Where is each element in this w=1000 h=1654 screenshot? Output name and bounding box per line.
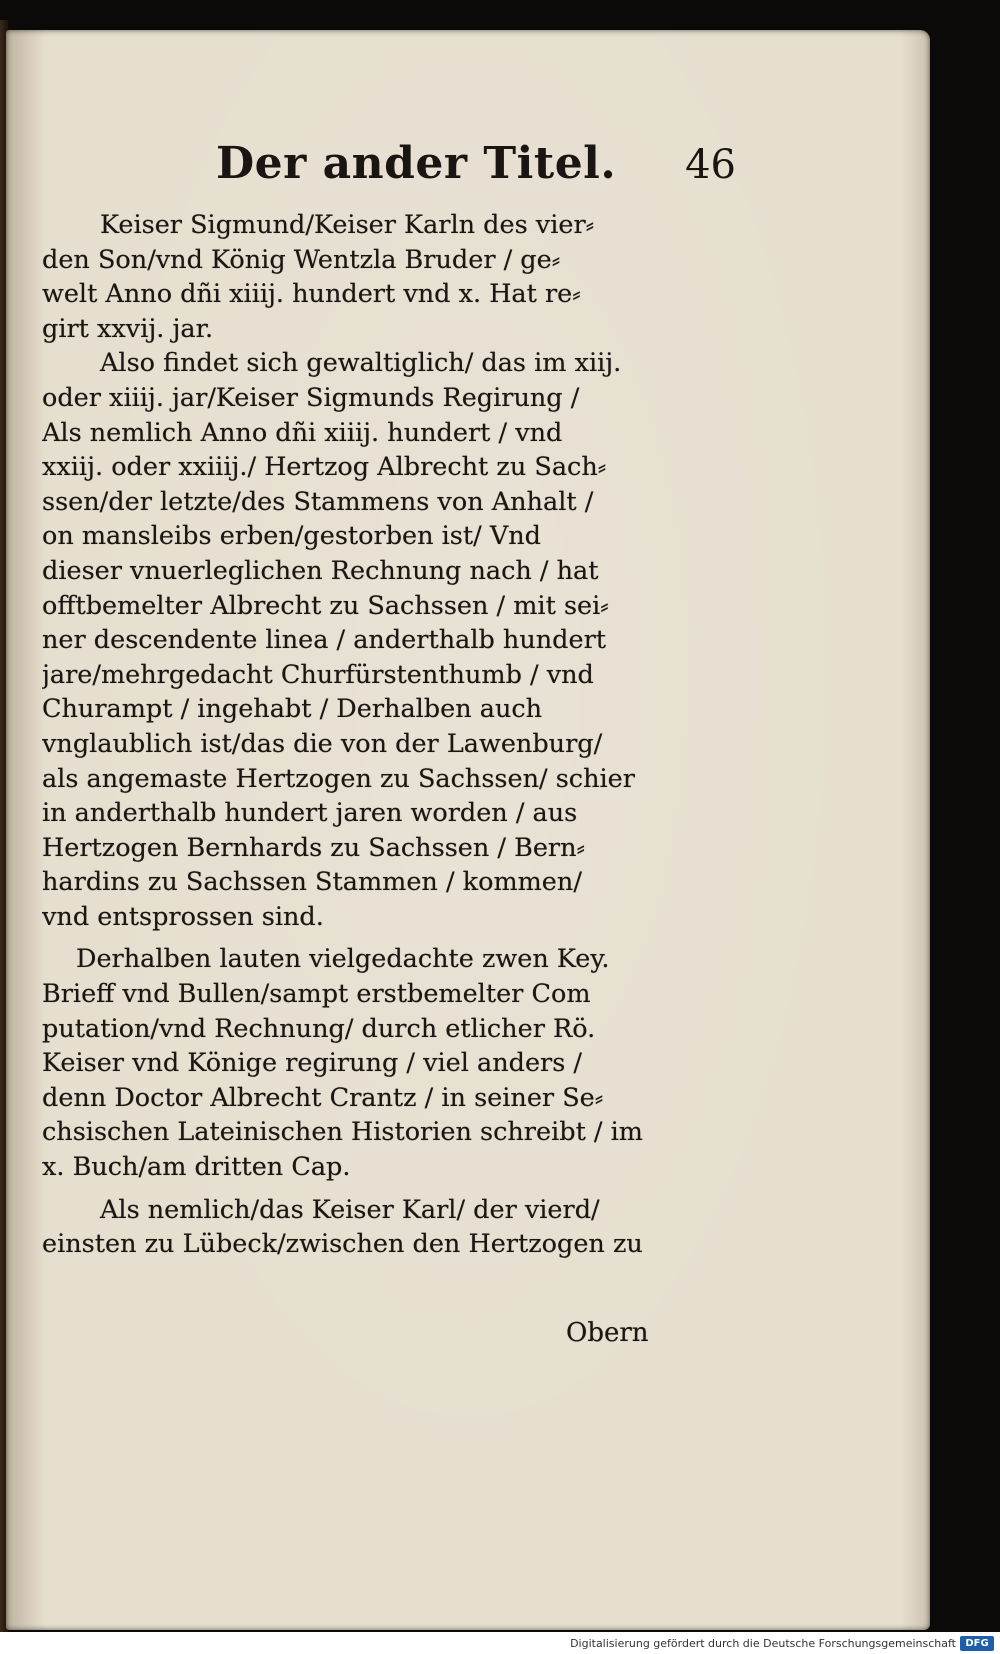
paragraph-gap (42, 934, 732, 942)
page-number: 46 (685, 142, 736, 188)
digitization-footer (0, 1632, 1000, 1654)
text-line: offtbemelter Albrecht zu Sachssen / mit sei⸗ (42, 590, 609, 621)
text-line: x. Buch/am dritten Cap. (42, 1152, 351, 1183)
catchword: Obern (566, 1318, 649, 1348)
text-line: welt Anno dñi xiiij. hundert vnd x. Hat re⸗ (42, 279, 581, 310)
paragraph-4 (42, 1193, 732, 1262)
text-line: on mansleibs erben/gestorben ist/ Vnd (42, 521, 541, 552)
running-title: Der ander Titel. (216, 138, 617, 189)
text-line: Churampt / ingehabt / Derhalben auch (42, 694, 543, 725)
text-line: denn Doctor Albrecht Crantz / in seiner Se⸗ (42, 1082, 604, 1113)
page-header (216, 138, 736, 208)
text-line: den Son/vnd König Wentzla Bruder / ge⸗ (42, 244, 561, 275)
funding-credit: Digitalisierung gefördert durch die Deutsche Forschungsgemeinschaft (570, 1637, 956, 1650)
paragraph-3 (42, 942, 732, 1184)
text-line: Als nemlich/das Keiser Karl/ der vierd/ (100, 1194, 600, 1225)
text-line: hardins zu Sachssen Stammen / kommen/ (42, 867, 582, 898)
text-line: putation/vnd Rechnung/ durch etlicher Rö. (42, 1013, 596, 1044)
text-line: girt xxvij. jar. (42, 313, 214, 344)
text-line: chsischen Lateinischen Historien schreibt / im (42, 1117, 643, 1148)
text-line: vnd entsprossen sind. (42, 901, 324, 932)
text-line: Brieff vnd Bullen/sampt erstbemelter Com (42, 979, 591, 1010)
text-line: in anderthalb hundert jaren worden / aus (42, 798, 578, 829)
text-line: oder xiiij. jar/Keiser Sigmunds Regirung / (42, 382, 580, 413)
text-line: einsten zu Lübeck/zwischen den Hertzogen zu (42, 1229, 643, 1260)
text-line: Keiser vnd Könige regirung / viel anders / (42, 1048, 583, 1079)
body-text (42, 208, 732, 1262)
text-line: Keiser Sigmund/Keiser Karln des vier⸗ (100, 210, 595, 240)
text-line: vnglaublich ist/das die von der Lawenburg/ (42, 728, 603, 759)
text-line: xxiij. oder xxiiij./ Hertzog Albrecht zu Sach⸗ (42, 452, 607, 483)
paragraph-gap (42, 1185, 732, 1193)
text-line: als angemaste Hertzogen zu Sachssen/ schier (42, 763, 635, 794)
text-line: ner descendente linea / anderthalb hundert (42, 625, 607, 656)
paragraph-1 (42, 208, 732, 346)
text-line: jare/mehrgedacht Churfürstenthumb / vnd (42, 659, 594, 690)
book-page (6, 30, 930, 1630)
text-line: dieser vnuerleglichen Rechnung nach / hat (42, 555, 599, 586)
text-line: Also findet sich gewaltiglich/ das im xiij. (100, 348, 622, 379)
text-line: Als nemlich Anno dñi xiiij. hundert / vnd (42, 417, 563, 448)
dfg-logo-icon: DFG (960, 1636, 994, 1651)
text-line: Derhalben lauten vielgedachte zwen Key. (76, 944, 610, 975)
paragraph-2 (42, 346, 732, 934)
text-line: Hertzogen Bernhards zu Sachssen / Bern⸗ (42, 832, 586, 863)
text-line: ssen/der letzte/des Stammens von Anhalt / (42, 486, 594, 517)
